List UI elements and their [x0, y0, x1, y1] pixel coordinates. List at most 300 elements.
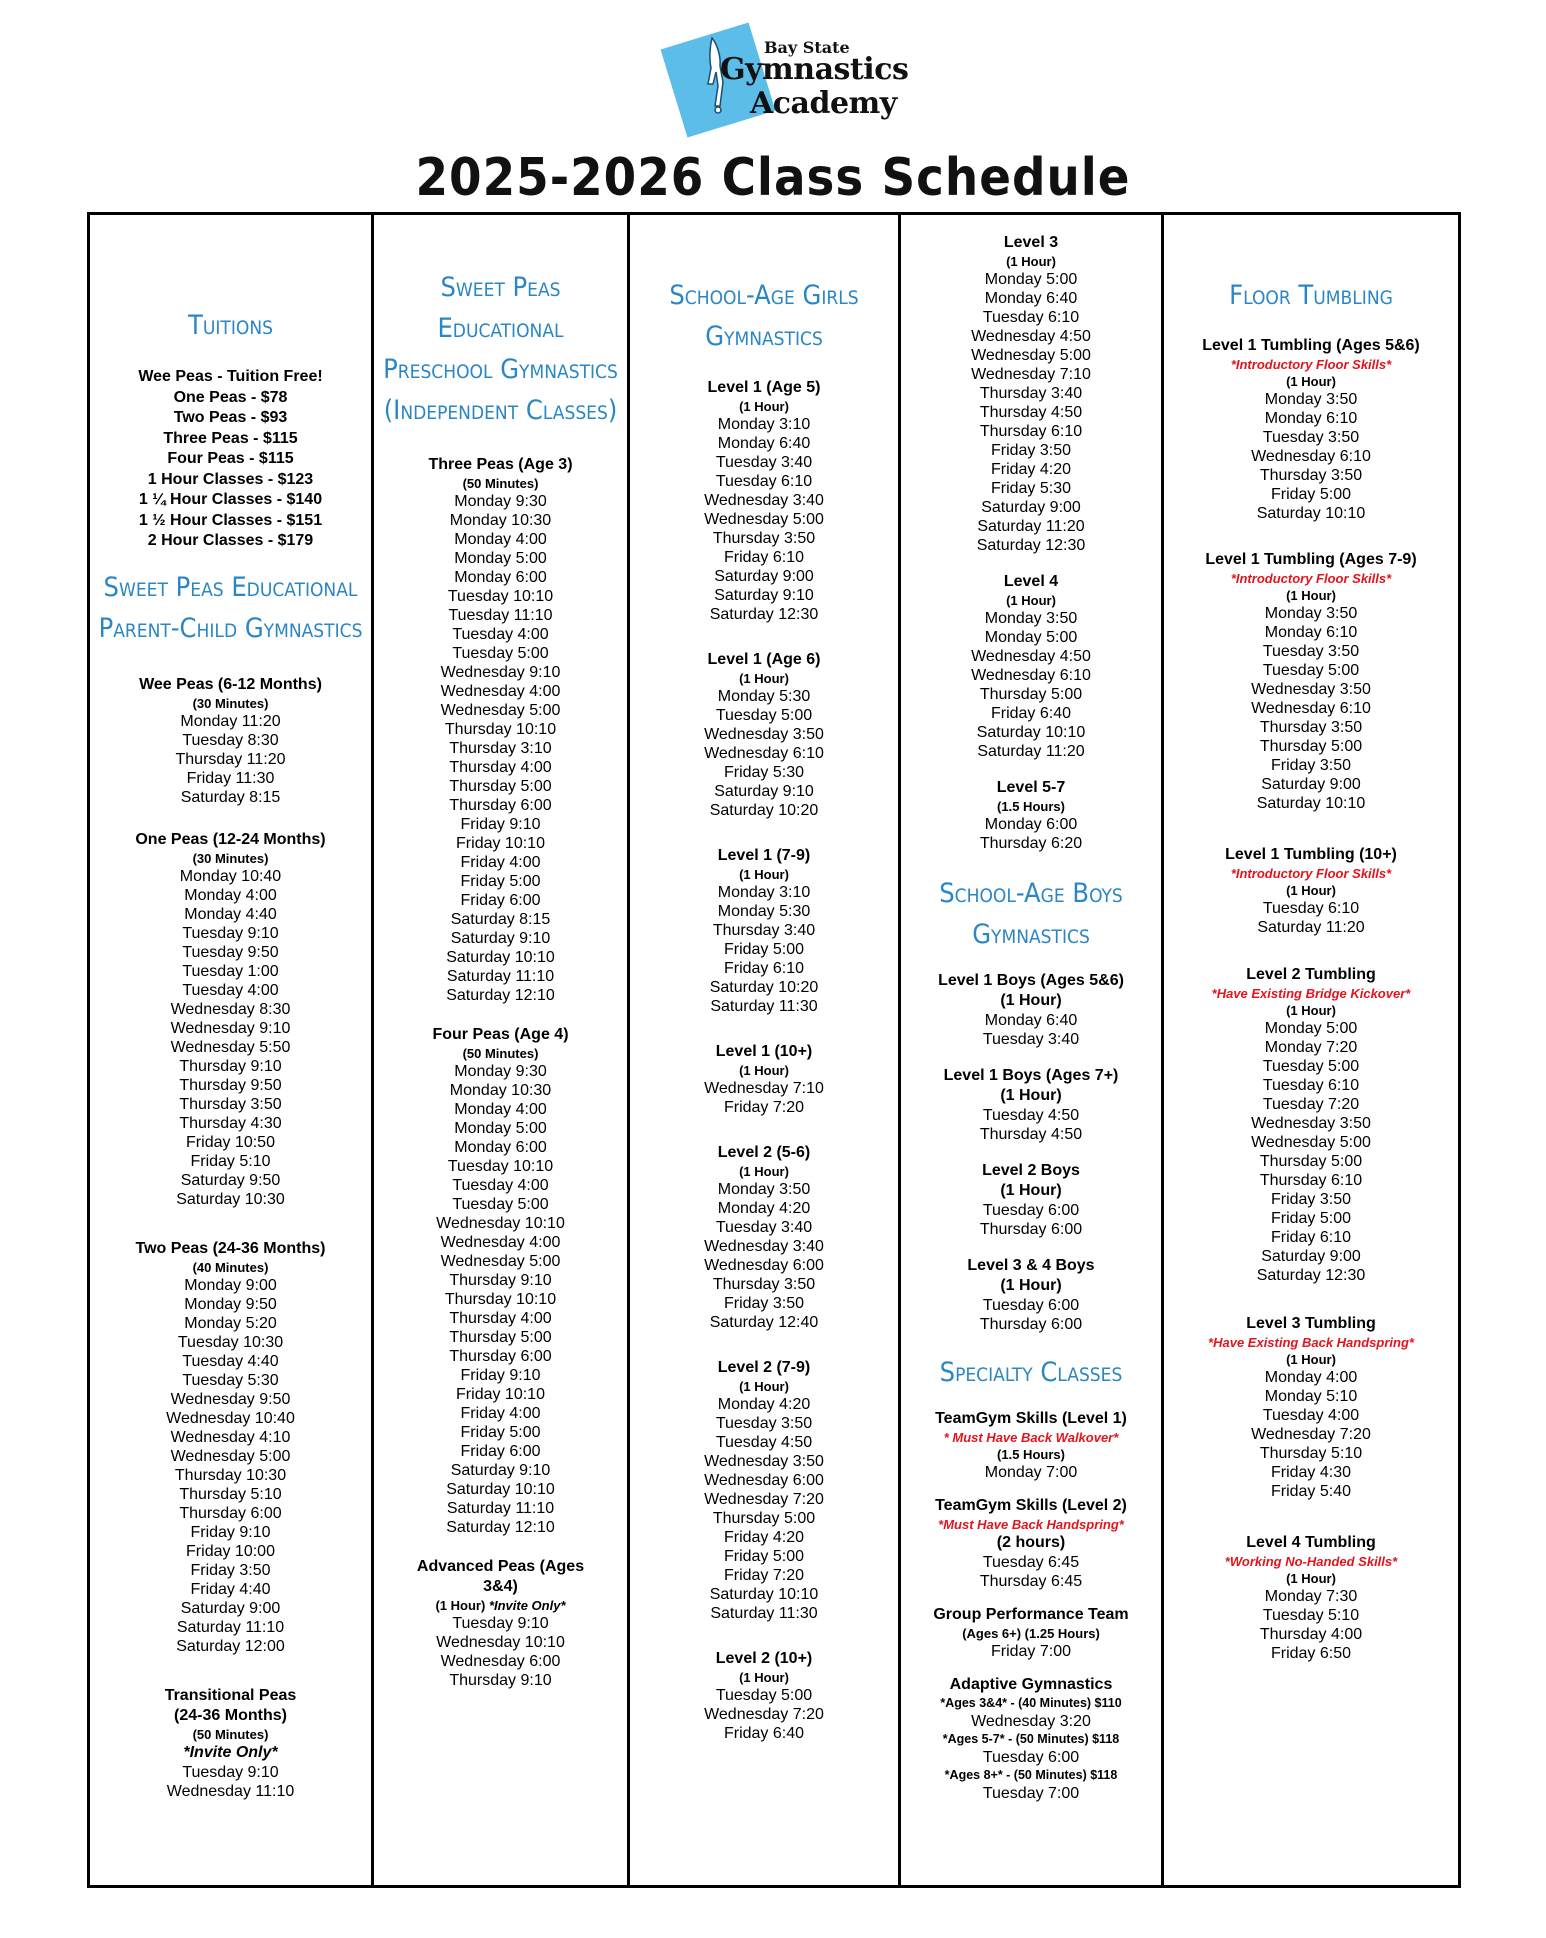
class-option: *Ages 3&4* - (40 Minutes) $110: [940, 1696, 1122, 1710]
class-time: Thursday 5:10: [179, 1485, 282, 1503]
class-time: Friday 9:10: [460, 816, 541, 833]
class-time: Wednesday 9:10: [170, 1019, 291, 1037]
class-time: Saturday 9:00: [714, 568, 814, 585]
class-time: Friday 5:00: [1270, 1210, 1352, 1227]
class-time: Friday 4:00: [460, 854, 541, 871]
class-time: Tuesday 4:00: [182, 981, 279, 999]
class-title: Level 1 Tumbling (Ages 7-9): [1205, 551, 1417, 568]
class-title: Level 1 (Age 5): [707, 379, 821, 396]
class-block: [630, 378, 898, 624]
class-time: Tuesday 7:20: [1262, 1096, 1360, 1113]
class-time: Friday 5:40: [1270, 1483, 1352, 1500]
class-note: *Invite Only*: [183, 1743, 278, 1761]
class-time: Tuesday 10:10: [447, 588, 554, 605]
class-title: Level 1 Tumbling (Ages 5&6): [1202, 337, 1420, 354]
heading-line: Sweet Peas Educational: [103, 571, 358, 603]
class-time: Saturday 10:20: [709, 979, 819, 996]
class-duration: (1 Hour): [1000, 1087, 1062, 1104]
class-block-adaptive: [901, 1675, 1161, 1803]
class-time: Saturday 11:30: [710, 1605, 818, 1622]
class-time: Saturday 11:10: [446, 1500, 555, 1517]
class-time: Wednesday 5:50: [170, 1038, 291, 1056]
tuition-line: Two Peas - $93: [173, 409, 288, 426]
class-duration: (1 Hour): [739, 399, 789, 414]
class-time: Thursday 4:00: [1259, 1626, 1363, 1643]
class-time: Wednesday 9:50: [170, 1390, 291, 1408]
class-time: Thursday 10:30: [174, 1466, 287, 1484]
class-block: [630, 1042, 898, 1117]
class-time: Thursday 3:40: [712, 922, 816, 939]
class-time: Thursday 4:50: [979, 404, 1083, 421]
class-time: Monday 6:00: [454, 569, 547, 586]
page-title: 2025-2026 Class Schedule: [415, 148, 1131, 208]
schedule-table: [87, 212, 1461, 1888]
class-time: Wednesday 3:40: [704, 492, 824, 509]
class-block-tumbling: [1164, 965, 1458, 1285]
class-time: Friday 10:50: [186, 1133, 275, 1151]
class-time: Monday 5:00: [984, 629, 1078, 646]
class-time: Tuesday 6:00: [982, 1749, 1080, 1766]
class-requirement: *Introductory Floor Skills*: [1230, 357, 1392, 372]
class-time: Monday 10:40: [179, 867, 282, 885]
section-heading-specialty: [901, 1352, 1161, 1393]
class-time: Tuesday 4:50: [715, 1434, 813, 1451]
class-time: Wednesday 4:00: [440, 1234, 561, 1251]
class-requirement: * Must Have Back Walkover*: [943, 1430, 1119, 1445]
class-time: Saturday 12:00: [176, 1637, 285, 1655]
class-time: Thursday 5:00: [712, 1510, 816, 1527]
class-block: [630, 846, 898, 1016]
class-time: Saturday 10:30: [176, 1190, 285, 1208]
class-duration: (50 Minutes): [462, 1046, 539, 1061]
class-time: Wednesday 4:50: [971, 328, 1091, 345]
class-time: Monday 11:20: [180, 712, 281, 730]
class-time: Thursday 5:00: [979, 686, 1083, 703]
class-time: Wednesday 3:50: [1251, 681, 1371, 698]
class-time: Saturday 9:00: [981, 499, 1081, 516]
class-time: Wednesday 4:50: [971, 648, 1091, 665]
tuition-line: Wee Peas - Tuition Free!: [138, 368, 323, 385]
class-block-level-4: [901, 572, 1161, 761]
class-time: Wednesday 9:10: [440, 664, 561, 681]
class-time: Thursday 6:00: [979, 1316, 1083, 1333]
class-time: Wednesday 3:50: [704, 726, 824, 743]
class-block: [630, 1649, 898, 1743]
class-time: Friday 5:00: [460, 1424, 541, 1441]
class-time: Wednesday 6:10: [704, 745, 824, 762]
class-time: Saturday 10:20: [709, 802, 819, 819]
class-title: One Peas (12-24 Months): [135, 830, 326, 848]
column-floor-tumbling: [1164, 215, 1458, 1885]
class-time: Tuesday 5:30: [182, 1371, 279, 1389]
class-title: Level 1 Boys (Ages 5&6): [938, 972, 1124, 989]
class-time: Friday 6:50: [1270, 1645, 1352, 1662]
class-time: Tuesday 9:10: [182, 924, 279, 942]
class-time: Friday 3:50: [1270, 757, 1352, 774]
class-title: Four Peas (Age 4): [432, 1026, 569, 1043]
class-time: Friday 5:30: [723, 764, 805, 781]
class-time: Thursday 9:10: [449, 1272, 552, 1289]
class-time: Thursday 5:00: [1259, 738, 1363, 755]
class-block: [630, 1358, 898, 1623]
class-title: Group Performance Team: [933, 1606, 1129, 1623]
heading-line: Specialty Classes: [939, 1357, 1123, 1388]
class-duration: (1 Hour): [435, 1598, 486, 1613]
class-time: Friday 4:40: [190, 1580, 271, 1598]
class-time: Thursday 4:50: [979, 1126, 1083, 1143]
tuition-line: Three Peas - $115: [163, 429, 298, 447]
class-block-tumbling: [1164, 550, 1458, 813]
class-duration: (30 Minutes): [192, 695, 269, 711]
class-duration: (2 hours): [996, 1534, 1066, 1551]
class-time: Saturday 9:50: [180, 1171, 281, 1189]
class-option: *Ages 8+* - (50 Minutes) $118: [944, 1768, 1118, 1782]
class-time: Tuesday 3:40: [715, 1219, 813, 1236]
class-title: Level 2 (10+): [715, 1650, 813, 1667]
class-time: Monday 10:30: [449, 512, 552, 529]
class-duration: (1 Hour): [739, 1379, 789, 1394]
class-time: Wednesday 6:00: [704, 1472, 824, 1489]
class-time: Friday 10:00: [186, 1542, 275, 1560]
class-title: Level 2 Tumbling: [1246, 966, 1376, 983]
class-time: Friday 6:10: [723, 960, 805, 977]
class-duration-line: [374, 1597, 627, 1614]
class-time: Thursday 6:00: [449, 797, 552, 814]
class-time: Saturday 10:10: [1256, 795, 1366, 812]
class-time: Monday 7:20: [1264, 1039, 1358, 1056]
class-time: Monday 5:30: [717, 688, 811, 705]
class-time: Tuesday 9:50: [182, 943, 279, 961]
class-time: Friday 6:40: [990, 705, 1072, 722]
class-time: Monday 4:00: [1264, 1369, 1358, 1386]
class-title: Wee Peas (6-12 Months): [139, 675, 322, 693]
class-time: Saturday 10:10: [976, 724, 1086, 741]
class-block-boys: [901, 971, 1161, 1049]
class-requirement: *Have Existing Bridge Kickover*: [1211, 986, 1411, 1001]
class-time: Wednesday 7:20: [1251, 1426, 1371, 1443]
class-time: Saturday 11:20: [977, 518, 1085, 535]
class-duration: (1 Hour): [739, 1670, 789, 1685]
class-time: Saturday 11:30: [710, 998, 818, 1015]
class-time: Thursday 6:00: [449, 1348, 552, 1365]
class-block-level-5-7: [901, 778, 1161, 853]
class-title: Three Peas (Age 3): [428, 456, 573, 473]
heading-line: Floor Tumbling: [1229, 280, 1393, 311]
class-time: Friday 6:10: [723, 549, 805, 566]
class-time: Friday 11:30: [186, 769, 275, 787]
class-time: Wednesday 4:00: [440, 683, 561, 700]
class-time: Wednesday 10:40: [166, 1409, 295, 1427]
class-time: Monday 5:00: [454, 550, 547, 567]
class-time: Tuesday 4:40: [182, 1352, 279, 1370]
class-time: Thursday 3:10: [449, 740, 552, 757]
class-time: Monday 6:40: [717, 435, 811, 452]
class-time: Monday 10:30: [449, 1082, 552, 1099]
class-time: Thursday 10:10: [444, 721, 557, 738]
tuition-line: 1 ¼ Hour Classes - $140: [138, 491, 323, 508]
class-block-boys: [901, 1066, 1161, 1144]
class-time: Wednesday 3:50: [1251, 1115, 1371, 1132]
class-time: Friday 7:20: [723, 1099, 805, 1116]
class-time: Tuesday 7:00: [982, 1785, 1080, 1802]
class-time: Monday 3:10: [717, 416, 811, 433]
class-time: Wednesday 3:20: [971, 1713, 1091, 1730]
class-time: Thursday 5:10: [1259, 1445, 1363, 1462]
class-time: Thursday 3:50: [712, 1276, 816, 1293]
class-time: Thursday 3:50: [712, 530, 816, 547]
class-time: Wednesday 5:00: [440, 702, 561, 719]
class-title: Level 2 (7-9): [717, 1359, 811, 1376]
class-time: Tuesday 5:00: [715, 1687, 813, 1704]
class-block-tumbling: [1164, 1533, 1458, 1663]
class-time: Wednesday 7:20: [704, 1491, 824, 1508]
section-heading-girls: [630, 215, 898, 357]
class-title: Level 1 (7-9): [717, 847, 811, 864]
class-title: Level 1 (10+): [715, 1043, 813, 1060]
heading-line: School-Age Boys: [939, 878, 1123, 909]
class-duration: (1.5 Hours): [997, 799, 1065, 814]
class-time: Friday 4:20: [990, 461, 1072, 478]
tuition-line: 2 Hour Classes - $179: [147, 532, 314, 549]
class-time: Thursday 5:00: [1259, 1153, 1363, 1170]
class-time: Wednesday 6:00: [440, 1653, 561, 1670]
tuition-line: One Peas - $78: [173, 388, 288, 406]
class-time: Wednesday 7:10: [971, 366, 1091, 383]
class-time: Thursday 6:20: [979, 835, 1083, 852]
class-duration: (30 Minutes): [192, 850, 269, 866]
class-time: Thursday 5:00: [449, 778, 552, 795]
class-time: Wednesday 11:10: [166, 1782, 295, 1800]
class-title: Level 1 Boys (Ages 7+): [943, 1067, 1119, 1084]
class-time: Monday 6:10: [1264, 410, 1358, 427]
class-time: Thursday 9:50: [179, 1076, 282, 1094]
class-time: Monday 5:00: [454, 1120, 547, 1137]
class-time: Wednesday 6:00: [704, 1257, 824, 1274]
class-block-group-performance: [901, 1605, 1161, 1661]
class-title: Level 2 Boys: [982, 1162, 1080, 1179]
heading-line: School-Age Girls: [669, 280, 859, 311]
heading-line: Gymnastics: [705, 321, 823, 352]
class-title: Level 2 (5-6): [717, 1144, 811, 1161]
class-time: Wednesday 3:50: [704, 1453, 824, 1470]
class-time: Thursday 3:50: [179, 1095, 282, 1113]
class-time: Tuesday 4:50: [982, 1107, 1080, 1124]
class-time: Tuesday 6:00: [982, 1297, 1080, 1314]
class-requirement: *Have Existing Back Handspring*: [1208, 1335, 1414, 1350]
class-time: Tuesday 11:10: [448, 607, 553, 624]
class-block-advanced-peas: [374, 1557, 627, 1690]
class-title: 3&4): [483, 1578, 518, 1595]
class-time: Monday 6:10: [1264, 624, 1358, 641]
class-time: Monday 7:00: [984, 1464, 1078, 1481]
class-time: Friday 6:00: [460, 1443, 541, 1460]
tuition-line: Four Peas - $115: [167, 450, 294, 467]
class-time: Friday 6:00: [460, 892, 541, 909]
class-duration: (50 Minutes): [192, 1726, 269, 1742]
section-heading-preschool: [374, 215, 627, 431]
class-duration: (1 Hour): [1286, 1003, 1336, 1018]
class-time: Wednesday 5:00: [971, 347, 1091, 364]
class-time: Monday 5:20: [184, 1314, 277, 1332]
class-time: Saturday 8:15: [180, 788, 281, 806]
class-time: Monday 3:50: [1264, 605, 1358, 622]
section-heading-tuitions: [90, 215, 371, 346]
class-duration: (1 Hour): [1000, 992, 1062, 1009]
class-time: Thursday 10:10: [444, 1291, 557, 1308]
class-duration: (1 Hour): [1286, 588, 1336, 603]
class-time: Monday 9:00: [184, 1276, 277, 1294]
class-time: Thursday 6:10: [1259, 1172, 1363, 1189]
class-duration: (1 Hour): [739, 671, 789, 686]
class-time: Monday 5:30: [717, 903, 811, 920]
class-time: Saturday 9:10: [450, 930, 551, 947]
class-time: Wednesday 4:10: [170, 1428, 291, 1446]
class-block-transitional-peas: [90, 1686, 371, 1801]
logo-text-gymnastics: Gymnastics: [720, 52, 909, 87]
column-tuitions: [90, 215, 371, 1885]
class-time: Monday 5:00: [984, 271, 1078, 288]
class-block-tumbling: [1164, 845, 1458, 937]
class-title: TeamGym Skills (Level 1): [935, 1410, 1127, 1427]
class-title: TeamGym Skills (Level 2): [935, 1497, 1127, 1514]
class-requirement: *Introductory Floor Skills*: [1230, 866, 1392, 881]
heading-line: Preschool Gymnastics: [383, 354, 618, 385]
class-time: Tuesday 3:50: [1262, 429, 1360, 446]
class-time: Monday 6:40: [984, 290, 1078, 307]
class-block-four-peas: [374, 1025, 627, 1537]
section-heading-parent-child: [90, 567, 371, 649]
class-time: Thursday 9:10: [179, 1057, 282, 1075]
class-block-boys: [901, 1161, 1161, 1239]
class-block-boys: [901, 1256, 1161, 1334]
class-time: Thursday 6:00: [979, 1221, 1083, 1238]
class-time: Monday 4:00: [454, 531, 547, 548]
class-time: Wednesday 5:00: [1251, 1134, 1371, 1151]
class-title: Adaptive Gymnastics: [949, 1676, 1113, 1693]
class-block-tumbling: [1164, 336, 1458, 523]
class-block-level-3: [901, 215, 1161, 555]
class-duration: (1 Hour): [1000, 1277, 1062, 1294]
class-duration: (1.5 Hours): [997, 1447, 1065, 1462]
class-time: Wednesday 7:10: [704, 1080, 824, 1097]
heading-line: (Independent Classes): [383, 395, 618, 426]
class-time: Monday 4:00: [454, 1101, 547, 1118]
class-time: Monday 6:00: [454, 1139, 547, 1156]
column-girls: [630, 215, 898, 1885]
class-time: Friday 6:10: [1270, 1229, 1352, 1246]
class-time: Friday 4:00: [460, 1405, 541, 1422]
class-time: Monday 4:00: [184, 886, 277, 904]
class-time: Tuesday 4:00: [1262, 1407, 1360, 1424]
class-time: Saturday 8:15: [450, 911, 551, 928]
class-time: Tuesday 6:00: [982, 1202, 1080, 1219]
class-time: Thursday 3:40: [979, 385, 1083, 402]
section-heading-boys: [901, 873, 1161, 955]
class-block: [630, 1143, 898, 1332]
class-time: Tuesday 3:40: [982, 1031, 1080, 1048]
class-duration: (1 Hour): [1006, 593, 1056, 608]
class-block-teamgym-2: [901, 1496, 1161, 1591]
class-time: Tuesday 3:50: [1262, 643, 1360, 660]
class-time: Tuesday 1:00: [182, 962, 279, 980]
class-time: Monday 6:00: [984, 816, 1078, 833]
class-time: Monday 4:20: [717, 1200, 811, 1217]
class-time: Saturday 10:10: [446, 949, 555, 966]
class-time: Friday 10:10: [456, 835, 545, 852]
class-title: Level 3: [1003, 234, 1059, 251]
class-time: Tuesday 5:00: [1262, 1058, 1360, 1075]
class-time: Friday 3:50: [1270, 1191, 1352, 1208]
class-time: Tuesday 9:10: [452, 1615, 549, 1632]
class-title: Level 3 Tumbling: [1246, 1315, 1376, 1332]
class-title: Transitional Peas: [164, 1686, 297, 1704]
class-time: Saturday 10:10: [1256, 505, 1366, 522]
class-time: Wednesday 7:20: [704, 1706, 824, 1723]
class-time: Saturday 12:30: [709, 606, 819, 623]
class-title: (24-36 Months): [174, 1706, 287, 1724]
class-title: Level 3 & 4 Boys: [967, 1257, 1095, 1274]
class-time: Tuesday 6:10: [982, 309, 1080, 326]
class-time: Tuesday 6:10: [1262, 900, 1360, 917]
heading-line: Sweet Peas Educational: [437, 272, 564, 344]
class-time: Wednesday 10:10: [436, 1215, 565, 1232]
class-time: Tuesday 3:40: [715, 454, 813, 471]
class-time: Saturday 12:40: [709, 1314, 819, 1331]
class-time: Friday 7:00: [990, 1643, 1072, 1660]
class-time: Wednesday 8:30: [170, 1000, 291, 1018]
class-block-two-peas: [90, 1239, 371, 1656]
class-option: *Ages 5-7* - (50 Minutes) $118: [942, 1732, 1120, 1746]
class-time: Friday 9:10: [460, 1367, 541, 1384]
class-time: Friday 5:30: [990, 480, 1072, 497]
class-time: Thursday 3:50: [1259, 719, 1363, 736]
class-time: Wednesday 10:10: [436, 1634, 565, 1651]
class-block-tumbling: [1164, 1314, 1458, 1501]
class-time: Tuesday 10:30: [177, 1333, 284, 1351]
class-requirement: *Working No-Handed Skills*: [1224, 1554, 1398, 1569]
class-time: Monday 6:40: [984, 1012, 1078, 1029]
class-time: Monday 7:30: [1264, 1588, 1358, 1605]
class-time: Friday 5:00: [1270, 486, 1352, 503]
class-time: Friday 3:50: [990, 442, 1072, 459]
heading-line: Parent-Child Gymnastics: [98, 612, 363, 644]
class-time: Tuesday 6:45: [982, 1554, 1080, 1571]
class-time: Saturday 12:30: [1256, 1267, 1366, 1284]
class-time: Friday 5:00: [460, 873, 541, 890]
class-time: Friday 7:20: [723, 1567, 805, 1584]
class-time: Thursday 4:30: [179, 1114, 282, 1132]
class-time: Tuesday 8:30: [182, 731, 279, 749]
academy-logo: [672, 16, 909, 128]
class-time: Saturday 9:10: [714, 587, 814, 604]
class-time: Monday 3:10: [717, 884, 811, 901]
class-duration: (1 Hour): [1006, 254, 1056, 269]
class-time: Wednesday 3:40: [704, 1238, 824, 1255]
class-duration: (Ages 6+) (1.25 Hours): [962, 1626, 1100, 1641]
class-time: Tuesday 4:00: [452, 626, 549, 643]
class-time: Tuesday 4:00: [452, 1177, 549, 1194]
class-time: Monday 9:30: [454, 1063, 547, 1080]
class-title: Two Peas (24-36 Months): [135, 1239, 326, 1257]
class-time: Saturday 9:00: [1261, 776, 1361, 793]
class-time: Wednesday 6:10: [971, 667, 1091, 684]
class-time: Tuesday 10:10: [447, 1158, 554, 1175]
class-duration: (50 Minutes): [462, 476, 539, 491]
class-time: Friday 9:10: [190, 1523, 271, 1541]
class-time: Thursday 6:45: [979, 1573, 1083, 1590]
tuition-line: 1 ½ Hour Classes - $151: [138, 511, 323, 529]
class-time: Monday 4:20: [717, 1396, 811, 1413]
